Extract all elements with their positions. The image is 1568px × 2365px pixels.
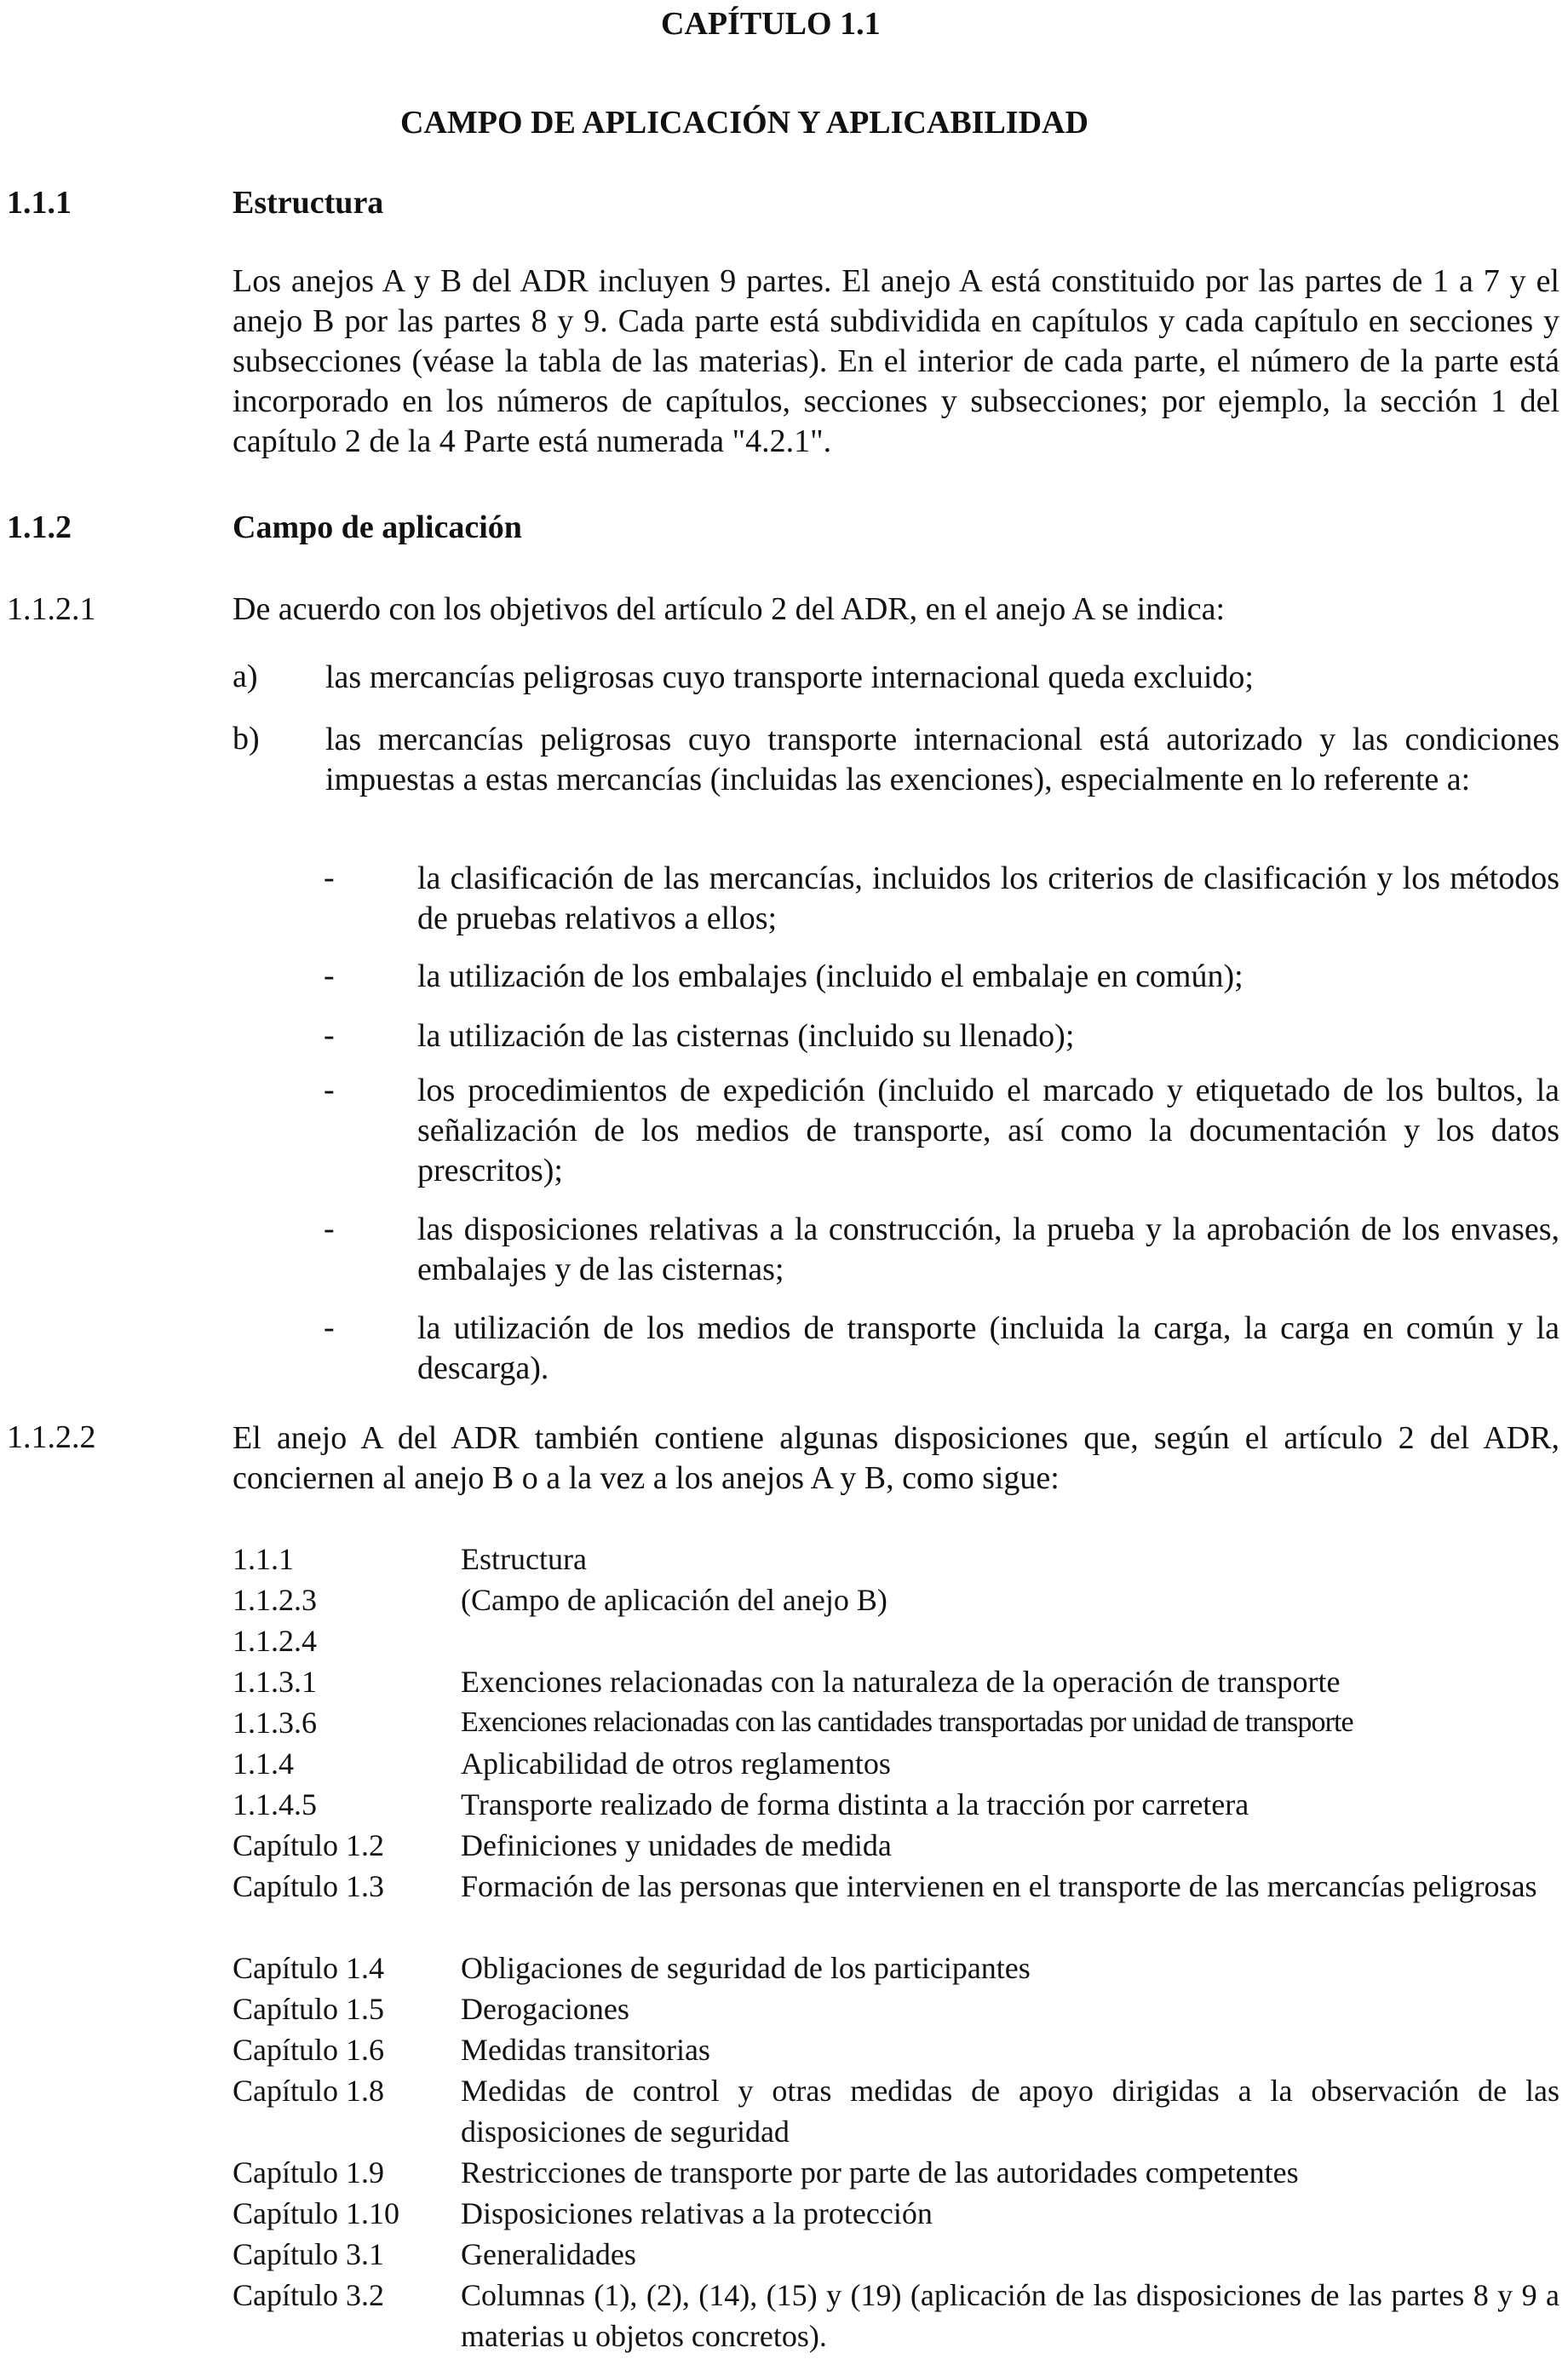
- paragraph-number-1-1-2-2: 1.1.2.2: [7, 1419, 96, 1455]
- reference-row: [233, 1539, 1559, 1580]
- reference-text: Columnas (1), (2), (14), (15) y (19) (aplicación de las disposiciones de las partes 8 y 9 a materias u objetos concretos).: [461, 2278, 1559, 2353]
- chapter-title: CAMPO DE APLICACIÓN Y APLICABILIDAD: [400, 105, 1088, 141]
- sub-item-3: la utilización de las cisternas (incluido su llenado);: [417, 1018, 1075, 1054]
- reference-number: Capítulo 1.5: [233, 1992, 384, 2026]
- reference-text: Estructura: [461, 1542, 587, 1576]
- dash-marker: -: [324, 860, 335, 895]
- section-number-1-1-2: 1.1.2: [7, 509, 72, 545]
- reference-text: Obligaciones de seguridad de los participantes: [461, 1951, 1031, 1985]
- reference-row: [233, 2234, 1559, 2275]
- list-item-label-b: b): [233, 721, 260, 757]
- reference-number: Capítulo 1.9: [233, 2155, 384, 2189]
- reference-row: [233, 1948, 1559, 1988]
- reference-text: Disposiciones relativas a la protección: [461, 2196, 933, 2230]
- reference-text: Restricciones de transporte por parte de las autoridades competentes: [461, 2155, 1299, 2189]
- reference-row: [233, 2070, 1559, 2152]
- reference-text: Exenciones relacionadas con la naturaleza de la operación de transporte: [461, 1665, 1341, 1699]
- reference-number: Capítulo 1.8: [233, 2074, 384, 2108]
- sub-item-6: la utilización de los medios de transporte (incluida la carga, la carga en común y la descarga).: [417, 1310, 1559, 1386]
- reference-number: Capítulo 1.3: [233, 1869, 384, 1903]
- reference-text: Definiciones y unidades de medida: [461, 1828, 892, 1862]
- dash-marker: -: [324, 1309, 335, 1345]
- reference-number: Capítulo 1.4: [233, 1951, 384, 1985]
- sub-item-5: las disposiciones relativas a la construcción, la prueba y la aprobación de los envases, embalajes y de las cisternas;: [417, 1211, 1559, 1287]
- reference-number: 1.1.4.5: [233, 1787, 317, 1821]
- reference-number: Capítulo 1.2: [233, 1828, 384, 1862]
- reference-text: Aplicabilidad de otros reglamentos: [461, 1746, 891, 1781]
- chapter-number: CAPÍTULO 1.1: [661, 6, 881, 42]
- reference-row: [233, 2275, 1559, 2356]
- sub-item-1: la clasificación de las mercancías, incluidos los criterios de clasificación y los métodos de pruebas relativos a ellos;: [417, 860, 1559, 936]
- reference-number: 1.1.2.3: [233, 1583, 317, 1617]
- reference-number: Capítulo 3.1: [233, 2237, 384, 2271]
- reference-text: Medidas transitorias: [461, 2033, 710, 2067]
- reference-row: [233, 1661, 1559, 1702]
- section-heading-estructura: Estructura: [233, 185, 384, 221]
- reference-text: (Campo de aplicación del anejo B): [461, 1583, 887, 1617]
- list-item-text-a: las mercancías peligrosas cuyo transporte internacional queda excluido;: [325, 659, 1254, 695]
- reference-text: Generalidades: [461, 2237, 636, 2271]
- paragraph-number-1-1-2-1: 1.1.2.1: [7, 591, 96, 627]
- sub-item-2: la utilización de los embalajes (incluido el embalaje en común);: [417, 958, 1243, 994]
- reference-number: 1.1.4: [233, 1746, 294, 1781]
- reference-number: 1.1.2.4: [233, 1624, 317, 1658]
- dash-marker: -: [324, 1211, 335, 1246]
- section-heading-campo-de-aplicacion: Campo de aplicación: [233, 509, 522, 545]
- reference-row: [233, 1988, 1559, 2029]
- reference-text: Transporte realizado de forma distinta a la tracción por carretera: [461, 1787, 1249, 1821]
- reference-row: [233, 1784, 1559, 1825]
- reference-text: Formación de las personas que intervienen en el transporte de las mercancías peligrosas: [461, 1869, 1537, 1903]
- list-item-text-b: las mercancías peligrosas cuyo transporte internacional está autorizado y las condiciones impuestas a estas mercancías (incluidas las exenciones), especialmente en lo referente a:: [325, 722, 1559, 797]
- reference-row: [233, 1825, 1559, 1866]
- paragraph-1-1-2-1-intro: De acuerdo con los objetivos del artículo 2 del ADR, en el anejo A se indica:: [233, 591, 1226, 627]
- reference-number: 1.1.3.6: [233, 1706, 317, 1740]
- reference-row: [233, 2029, 1559, 2070]
- reference-row: [233, 1743, 1559, 1784]
- dash-marker: -: [324, 1017, 335, 1053]
- reference-row: [233, 1620, 1559, 1661]
- reference-row: [233, 2193, 1559, 2234]
- section-1-1-1-paragraph: Los anejos A y B del ADR incluyen 9 partes. El anejo A está constituido por las partes de 1 a 7 y el anejo B por las partes 8 y 9. Cada parte está subdividida en capítulos y cada capítulo en secciones y subsecciones (véase la tabla de las materias). En el interior de cada parte, el número de la parte está incorporado en los números de capítulos, secciones y subsecciones; por ejemplo, la sección 1 del capítulo 2 de la 4 Parte está numerada "4.2.1".: [233, 263, 1559, 459]
- sub-item-4: los procedimientos de expedición (incluido el marcado y etiquetado de los bultos, la señalización de los medios de transporte, así como la documentación y los datos prescritos);: [417, 1073, 1559, 1188]
- reference-text: Exenciones relacionadas con las cantidades transportadas por unidad de transporte: [461, 1706, 1353, 1738]
- list-item-label-a: a): [233, 659, 258, 694]
- reference-text: Derogaciones: [461, 1992, 629, 2026]
- reference-text: Medidas de control y otras medidas de apoyo dirigidas a la observación de las disposiciones de seguridad: [461, 2074, 1559, 2149]
- reference-number: 1.1.1: [233, 1542, 294, 1576]
- reference-number: Capítulo 3.2: [233, 2278, 384, 2312]
- paragraph-1-1-2-2-intro: El anejo A del ADR también contiene algunas disposiciones que, según el artículo 2 del ADR, conciernen al anejo B o a la vez a los anejos A y B, como sigue:: [233, 1420, 1559, 1496]
- section-number-1-1-1: 1.1.1: [7, 185, 72, 221]
- reference-row: [233, 2152, 1559, 2193]
- reference-row: [233, 1580, 1559, 1620]
- reference-row: [233, 1702, 1559, 1743]
- reference-row: [233, 1866, 1559, 1948]
- dash-marker: -: [324, 1072, 335, 1108]
- reference-number: 1.1.3.1: [233, 1665, 317, 1699]
- reference-number: Capítulo 1.10: [233, 2196, 399, 2230]
- dash-marker: -: [324, 958, 335, 993]
- reference-number: Capítulo 1.6: [233, 2033, 384, 2067]
